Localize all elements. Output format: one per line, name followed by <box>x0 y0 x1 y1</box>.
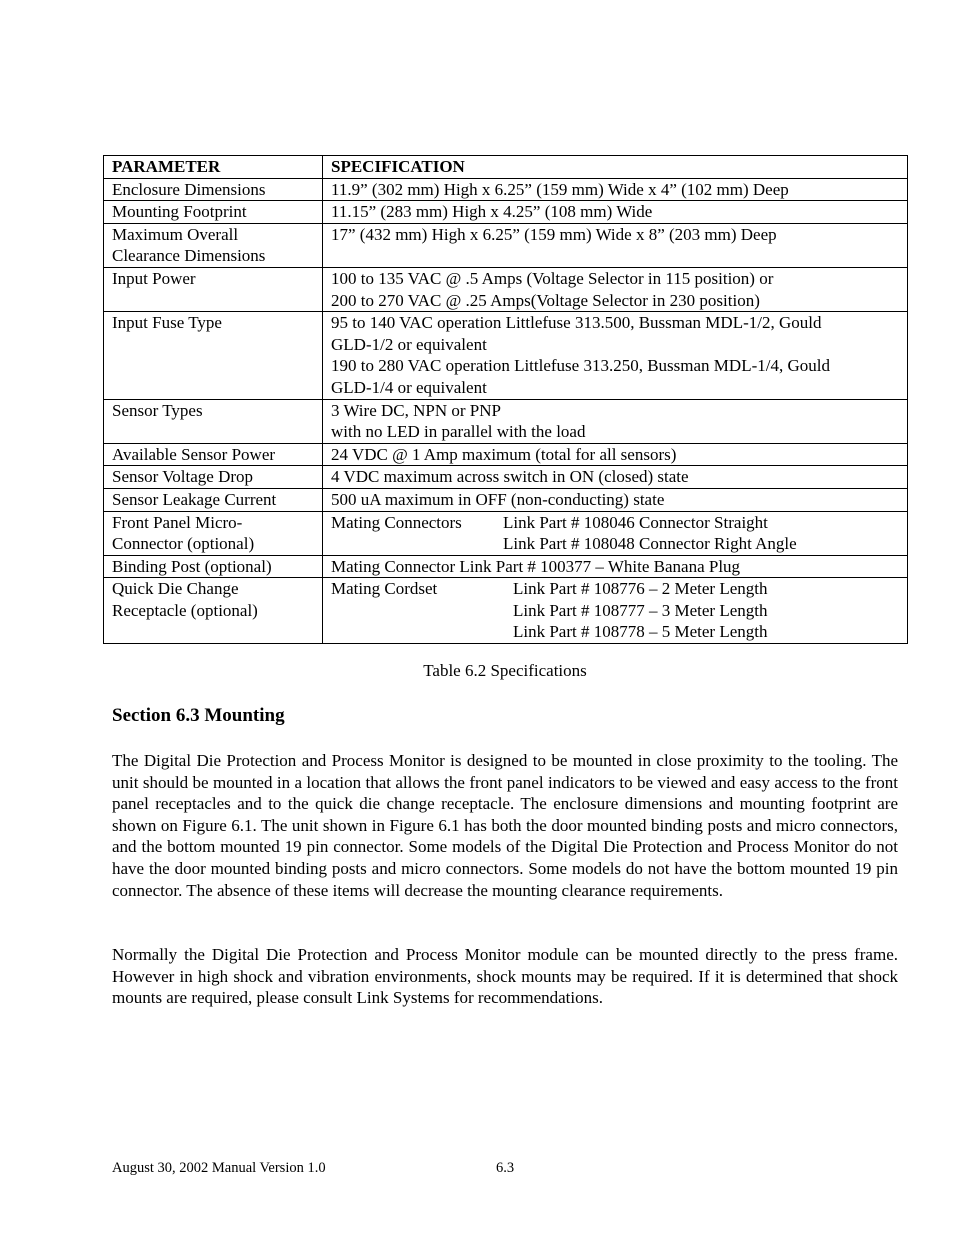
table-caption: Table 6.2 Specifications <box>423 661 587 680</box>
table-row <box>104 399 908 443</box>
part-number: Link Part # 108778 – 5 Meter Length <box>513 622 768 642</box>
table-row <box>104 555 908 578</box>
param-cell <box>104 223 323 267</box>
spec-line: 24 VDC @ 1 Amp maximum (total for all sensors) <box>331 444 677 464</box>
param-line: Front Panel Micro- <box>112 512 243 532</box>
param-cell <box>104 312 323 399</box>
param-line: Input Power <box>112 268 196 288</box>
spec-cell <box>323 399 908 443</box>
mating-connectors-label: Mating Connectors <box>331 512 462 532</box>
param-line: Input Fuse Type <box>112 313 222 333</box>
spec-line: with no LED in parallel with the load <box>331 422 586 442</box>
table-row <box>104 443 908 466</box>
param-cell <box>104 267 323 311</box>
spec-line: GLD-1/2 or equivalent <box>331 334 487 354</box>
part-number: Link Part # 108046 Connector Straight <box>503 512 768 532</box>
param-cell <box>104 178 323 201</box>
mating-cordset-label: Mating Cordset <box>331 579 438 599</box>
spec-line: 200 to 270 VAC @ .25 Amps(Voltage Selector in 230 position) <box>331 290 760 310</box>
part-number: Link Part # 108776 – 2 Meter Length <box>513 579 768 599</box>
spec-cell <box>323 267 908 311</box>
footer-date-version: August 30, 2002 Manual Version 1.0 <box>112 1160 326 1176</box>
param-cell <box>104 399 323 443</box>
param-line: Enclosure Dimensions <box>112 179 266 199</box>
param-line: Receptacle (optional) <box>112 600 258 620</box>
table-body <box>104 178 908 511</box>
table-row <box>104 201 908 224</box>
spec-line: 100 to 135 VAC @ .5 Amps (Voltage Selector in 115 position) or <box>331 268 774 288</box>
spec-line <box>331 621 899 643</box>
spec-line <box>331 533 899 555</box>
param-cell <box>104 511 323 555</box>
spec-line: 4 VDC maximum across switch in ON (closed) state <box>331 467 689 487</box>
spec-cell <box>323 201 908 224</box>
param-cell <box>104 578 323 644</box>
spec-cell <box>323 443 908 466</box>
section-heading: Section 6.3 Mounting <box>112 705 285 726</box>
part-number: Link Part # 108048 Connector Right Angle <box>503 534 797 554</box>
param-line: Sensor Voltage Drop <box>112 467 254 487</box>
spec-cell <box>323 312 908 399</box>
param-line: Sensor Leakage Current <box>112 489 277 509</box>
body-paragraph: Normally the Digital Die Protection and Process Monitor module can be mounted directly to the press frame. However in high shock and vibration environments, shock mounts may be required. If it is determined that shock mounts are required, please consult Link Systems for recommendations. <box>112 945 898 1008</box>
spec-line: Mating Connector Link Part # 100377 – White Banana Plug <box>331 556 741 576</box>
spec-cell <box>323 466 908 489</box>
part-number: Link Part # 108777 – 3 Meter Length <box>513 600 768 620</box>
header-parameter: PARAMETER <box>104 156 323 179</box>
spec-line <box>331 600 899 622</box>
body-paragraph: The Digital Die Protection and Process Monitor is designed to be mounted in close proximity to the tooling. The unit should be mounted in a location that allows the front panel indicators to be viewed and easy access to the front panel receptacles and to the quick die change receptacle. The enclosure dimensions and mounting footprint are shown on Figure 6.1. The unit shown in Figure 6.1 has both the door mounted binding posts and micro connectors, and the bottom mounted 19 pin connector. Some models of the Digital Die Protection and Process Monitor do not have the door mounted binding posts and micro connectors. Some models do not have the bottom mounted 19 pin connector. The absence of these items will decrease the mounting clearance requirements. <box>112 751 898 900</box>
param-line: Binding Post (optional) <box>112 556 272 576</box>
table-row <box>104 178 908 201</box>
table-header-row <box>104 156 908 179</box>
spec-line: 500 uA maximum in OFF (non-conducting) state <box>331 489 665 509</box>
param-line: Available Sensor Power <box>112 444 276 464</box>
table-row <box>104 511 908 555</box>
spec-line: 95 to 140 VAC operation Littlefuse 313.500, Bussman MDL-1/2, Gould <box>331 313 822 333</box>
spec-cell <box>323 511 908 555</box>
specifications-table <box>103 155 908 644</box>
param-line: Sensor Types <box>112 400 203 420</box>
spec-line: 11.15” (283 mm) High x 4.25” (108 mm) Wide <box>331 202 653 222</box>
param-cell <box>104 466 323 489</box>
table-body-extra <box>104 511 908 644</box>
param-line: Maximum Overall <box>112 224 239 244</box>
table-row <box>104 488 908 511</box>
table-row <box>104 312 908 399</box>
param-cell <box>104 201 323 224</box>
page-number: 6.3 <box>496 1160 515 1176</box>
param-line: Clearance Dimensions <box>112 246 266 266</box>
spec-line <box>331 578 899 600</box>
spec-cell <box>323 223 908 267</box>
spec-line <box>331 512 899 534</box>
spec-line: 17” (432 mm) High x 6.25” (159 mm) Wide x 8” (203 mm) Deep <box>331 224 777 244</box>
spec-cell <box>323 555 908 578</box>
spec-line: 11.9” (302 mm) High x 6.25” (159 mm) Wide x 4” (102 mm) Deep <box>331 179 789 199</box>
spec-line: 3 Wire DC, NPN or PNP <box>331 400 501 420</box>
header-specification: SPECIFICATION <box>323 156 908 179</box>
param-cell <box>104 488 323 511</box>
param-cell <box>104 555 323 578</box>
param-line: Quick Die Change <box>112 579 239 599</box>
spec-cell <box>323 488 908 511</box>
table-row <box>104 267 908 311</box>
spec-cell <box>323 178 908 201</box>
table-row <box>104 578 908 644</box>
param-line: Mounting Footprint <box>112 202 247 222</box>
param-line: Connector (optional) <box>112 534 255 554</box>
spec-line: GLD-1/4 or equivalent <box>331 377 487 397</box>
spec-line: 190 to 280 VAC operation Littlefuse 313.250, Bussman MDL-1/4, Gould <box>331 356 830 376</box>
table-row <box>104 466 908 489</box>
param-cell <box>104 443 323 466</box>
spec-cell <box>323 578 908 644</box>
table-row <box>104 223 908 267</box>
